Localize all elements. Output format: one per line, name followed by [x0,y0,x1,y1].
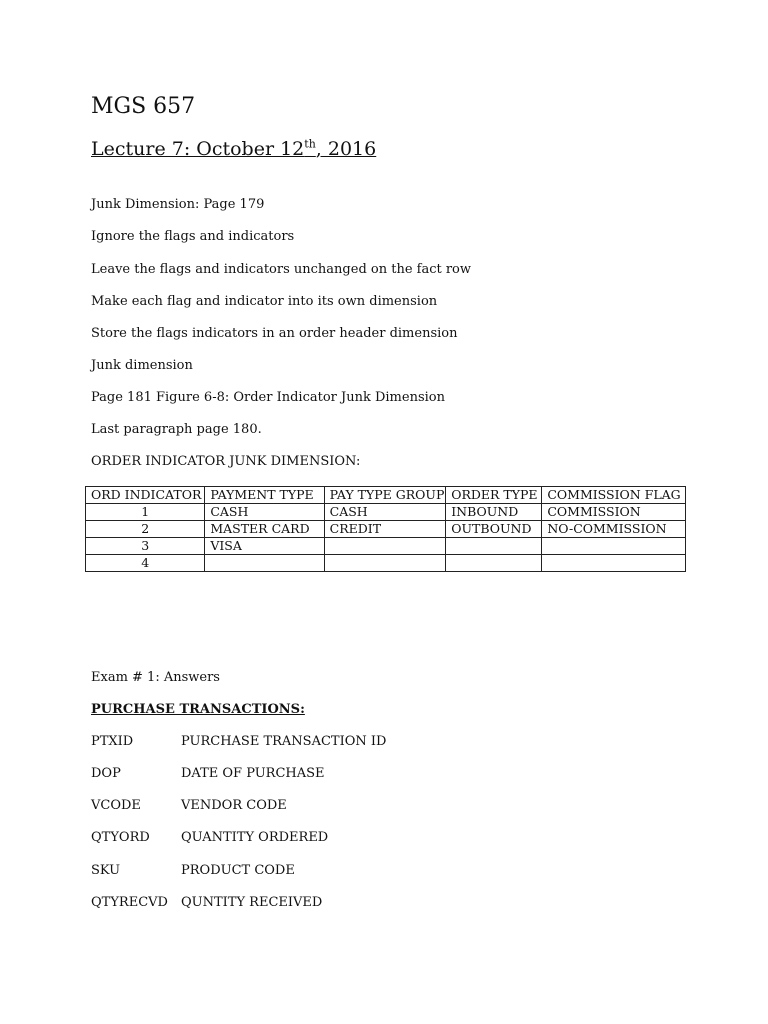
table-cell [542,555,686,572]
abbreviation-row [91,798,287,813]
table-cell: 2 [86,521,205,538]
note-line: Leave the flags and indicators unchanged on the fact row [91,262,472,277]
abbreviation-code: QTYRECVD [91,895,168,910]
lecture-title-superscript: th [304,137,316,151]
abbreviation-meaning: QUANTITY ORDERED [181,830,329,845]
table-cell [324,538,446,555]
table-cell [446,555,542,572]
table-cell: CASH [205,504,324,521]
lecture-title-main: Lecture 7: October 12 [91,138,305,160]
table-cell: OUTBOUND [446,521,542,538]
table-cell [324,555,446,572]
table-row [86,555,686,572]
table-header-cell: ORD INDICATOR [86,487,205,504]
abbreviation-code: QTYORD [91,830,150,845]
abbreviation-meaning: PRODUCT CODE [181,863,295,878]
lecture-title [91,138,376,160]
abbreviation-meaning: VENDOR CODE [181,798,287,813]
table-cell: INBOUND [446,504,542,521]
table-cell: COMMISSION [542,504,686,521]
table-cell: MASTER CARD [205,521,324,538]
table-header-cell: COMMISSION FLAG [542,487,686,504]
lecture-title-year: , 2016 [315,138,377,160]
table-header-cell: PAY TYPE GROUP [324,487,446,504]
note-line: Page 181 Figure 6-8: Order Indicator Junk Dimension [91,390,445,405]
abbreviation-meaning: PURCHASE TRANSACTION ID [181,734,387,749]
abbreviation-row [91,734,386,749]
table-row [86,504,686,521]
table-cell: CREDIT [324,521,446,538]
abbreviation-code: DOP [91,766,121,781]
table-cell: 3 [86,538,205,555]
exam-heading: Exam # 1: Answers [91,670,220,685]
table-cell: VISA [205,538,324,555]
note-line: Make each flag and indicator into its own dimension [91,294,438,309]
table-cell [205,555,324,572]
abbreviation-code: VCODE [91,798,141,813]
abbreviation-row [91,895,322,910]
table-cell: 4 [86,555,205,572]
table-header-cell: ORDER TYPE [446,487,542,504]
table-cell: CASH [324,504,446,521]
table-row [86,538,686,555]
abbreviation-meaning: QUNTITY RECEIVED [181,895,323,910]
abbreviation-row [91,863,295,878]
course-title: MGS 657 [91,94,196,119]
abbreviation-code: SKU [91,863,121,878]
table-cell [446,538,542,555]
table-caption: ORDER INDICATOR JUNK DIMENSION: [91,454,361,469]
note-line: Last paragraph page 180. [91,422,262,437]
note-line: Junk Dimension: Page 179 [91,197,265,212]
table-header-cell: PAYMENT TYPE [205,487,324,504]
abbreviation-row [91,830,328,845]
table-header-row [86,487,686,504]
order-indicator-table [85,486,686,572]
note-line: Store the flags indicators in an order header dimension [91,326,458,341]
abbreviation-row [91,766,325,781]
table-cell: 1 [86,504,205,521]
note-line: Ignore the flags and indicators [91,229,295,244]
table-cell: NO-COMMISSION [542,521,686,538]
abbreviation-code: PTXID [91,734,134,749]
abbreviation-meaning: DATE OF PURCHASE [181,766,325,781]
table-cell [542,538,686,555]
note-line: Junk dimension [91,358,193,373]
table-row [86,521,686,538]
purchase-transactions-heading: PURCHASE TRANSACTIONS: [91,702,305,717]
